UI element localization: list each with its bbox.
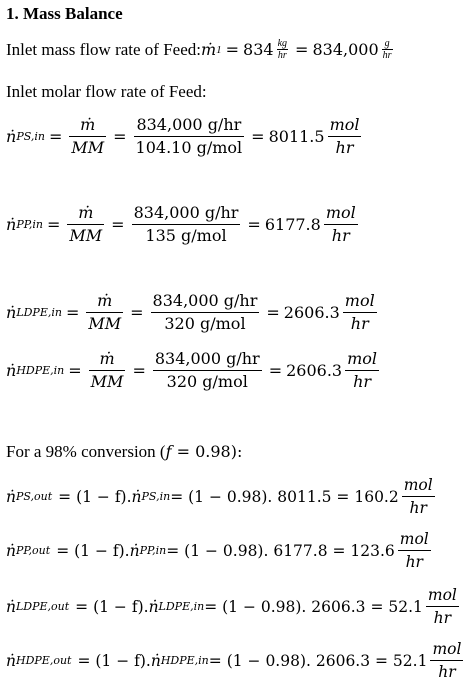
unit-mol: mol xyxy=(343,290,377,313)
mdot: ṁ xyxy=(86,290,123,313)
equals-sign: = xyxy=(132,361,146,380)
equals-sign: = xyxy=(295,40,309,59)
ndot-in-subscript: PS,in xyxy=(141,490,171,503)
mm: MM xyxy=(69,226,103,245)
equals-sign: = xyxy=(47,215,61,234)
calculation: = (1 − 0.98). 2606.3 = 52.1 xyxy=(208,651,428,670)
value-fraction xyxy=(153,348,262,393)
ndot-out-subscript: PS,out xyxy=(15,490,53,503)
fraction-numerator: 834,000 g/hr xyxy=(151,290,260,313)
unit-mol-per-hr xyxy=(345,348,379,393)
mm: MM xyxy=(71,138,105,157)
unit-hr: hr xyxy=(409,499,427,517)
unit-hr: hr xyxy=(277,50,287,61)
unit-hr: hr xyxy=(331,226,350,245)
conversion-expression: = (1 − f). xyxy=(75,597,149,616)
inlet-equation-row xyxy=(6,348,382,393)
inlet-equation-row xyxy=(6,114,364,159)
outlet-equation-row xyxy=(6,474,438,519)
ndot-subscript: HDPE,in xyxy=(16,364,65,377)
mdot-over-mm xyxy=(69,114,106,159)
equals-sign: = xyxy=(65,303,80,322)
equals-sign: = xyxy=(68,361,82,380)
inlet-equation-row xyxy=(6,202,361,247)
mdot-over-mm xyxy=(89,348,126,393)
ndot-symbol: ṅ xyxy=(6,651,16,670)
equals-sign: = xyxy=(225,40,240,59)
unit-kg-per-hr xyxy=(277,38,288,61)
conversion-expression: = (1 − f). xyxy=(77,651,151,670)
equals-sign: = xyxy=(247,215,261,234)
conversion-prefix: For a 98% conversion ( xyxy=(6,442,166,461)
value-fraction xyxy=(134,114,245,159)
fraction-denominator: 104.10 g/mol xyxy=(135,138,243,157)
fraction-numerator: 834,000 g/hr xyxy=(134,114,245,137)
fraction-denominator: 320 g/mol xyxy=(166,372,248,391)
unit-g: g xyxy=(382,38,393,50)
conversion-f: f xyxy=(165,442,172,461)
inlet-mass-text: Inlet mass flow rate of Feed: xyxy=(6,39,201,59)
equals-sign: = xyxy=(251,127,265,146)
unit-mol: mol xyxy=(328,114,362,137)
result-value: 2606.3 xyxy=(286,361,343,380)
unit-hr: hr xyxy=(405,553,423,571)
fraction-numerator: 834,000 g/hr xyxy=(153,348,262,371)
ndot-symbol: ṅ xyxy=(6,541,16,560)
ndot-in-subscript: PP,in xyxy=(139,544,167,557)
ndot-out-subscript: HDPE,out xyxy=(15,654,72,667)
calculation: = (1 − 0.98). 2606.3 = 52.1 xyxy=(204,597,423,616)
equals-sign: = xyxy=(268,361,283,380)
unit-hr: hr xyxy=(335,138,354,157)
unit-mol: mol xyxy=(426,584,459,607)
unit-hr: hr xyxy=(353,372,372,391)
ndot-symbol: ṅ xyxy=(6,127,17,146)
value-fraction xyxy=(151,290,260,335)
fraction-numerator: 834,000 g/hr xyxy=(132,202,241,225)
ndot-symbol: ṅ xyxy=(150,651,161,670)
ndot-subscript: LDPE,in xyxy=(16,306,62,319)
unit-mol: mol xyxy=(402,474,435,497)
conversion-expression: = (1 − f). xyxy=(58,487,132,506)
mm: MM xyxy=(90,372,124,391)
ndot-out-subscript: PP,out xyxy=(15,544,51,557)
ndot-subscript: PP,in xyxy=(16,218,43,231)
unit-mol: mol xyxy=(398,528,431,551)
result-value: 2606.3 xyxy=(283,303,340,322)
mdot: ṁ xyxy=(67,202,104,225)
fraction-denominator: 320 g/mol xyxy=(164,314,246,333)
ndot-symbol: ṅ xyxy=(6,361,17,380)
unit-g-per-hr xyxy=(382,38,393,61)
calculation: = (1 − 0.98). 6177.8 = 123.6 xyxy=(166,541,395,560)
unit-mol: mol xyxy=(430,638,463,661)
unit-hr: hr xyxy=(350,314,369,333)
conversion-line xyxy=(6,442,242,462)
inlet-equation-row xyxy=(6,290,380,335)
ndot-symbol: ṅ xyxy=(131,487,142,506)
unit-mol-per-hr xyxy=(426,584,459,629)
equals-sign: = xyxy=(48,127,63,146)
ndot-symbol: ṅ xyxy=(6,487,16,506)
unit-mol: mol xyxy=(345,348,379,371)
equals-sign: = xyxy=(130,303,144,322)
mdot-subscript: 1 xyxy=(216,43,222,56)
fraction-denominator: 135 g/mol xyxy=(145,226,227,245)
mdot: ṁ xyxy=(89,348,126,371)
mdot-over-mm xyxy=(67,202,104,247)
inlet-molar-heading: Inlet molar flow rate of Feed: xyxy=(6,82,207,101)
ndot-symbol: ṅ xyxy=(6,597,16,616)
equals-sign: = xyxy=(111,215,125,234)
section-title: 1. Mass Balance xyxy=(6,4,123,23)
ndot-out-subscript: LDPE,out xyxy=(15,600,70,613)
unit-mol-per-hr xyxy=(328,114,362,159)
result-value: 6177.8 xyxy=(264,215,321,234)
mass-value-kg: 834 xyxy=(243,40,274,59)
unit-mol-per-hr xyxy=(402,474,435,519)
inlet-mass-line xyxy=(6,38,396,61)
unit-mol-per-hr xyxy=(343,290,377,335)
conversion-value: = 0.98): xyxy=(171,442,243,461)
mdot: ṁ xyxy=(69,114,106,137)
value-fraction xyxy=(132,202,241,247)
ndot-symbol: ṅ xyxy=(129,541,140,560)
unit-mol-per-hr xyxy=(398,528,431,573)
ndot-symbol: ṅ xyxy=(148,597,159,616)
mass-value-g: 834,000 xyxy=(312,40,379,59)
mm: MM xyxy=(88,314,122,333)
equals-sign: = xyxy=(266,303,280,322)
unit-mol-per-hr xyxy=(430,638,463,683)
outlet-equation-row xyxy=(6,638,466,683)
calculation: = (1 − 0.98). 8011.5 = 160.2 xyxy=(170,487,399,506)
unit-mol: mol xyxy=(324,202,358,225)
equals-sign: = xyxy=(113,127,127,146)
outlet-equation-row xyxy=(6,584,462,629)
result-value: 8011.5 xyxy=(268,127,325,146)
ndot-symbol: ṅ xyxy=(6,303,17,322)
unit-hr: hr xyxy=(382,50,392,61)
ndot-in-subscript: LDPE,in xyxy=(158,600,205,613)
ndot-symbol: ṅ xyxy=(6,215,17,234)
unit-hr: hr xyxy=(433,609,452,627)
ndot-subscript: PS,in xyxy=(16,130,45,143)
mdot-symbol: ṁ xyxy=(200,40,217,59)
ndot-in-subscript: HDPE,in xyxy=(160,654,209,667)
unit-mol-per-hr xyxy=(324,202,358,247)
mdot-over-mm xyxy=(86,290,123,335)
conversion-expression: = (1 − f). xyxy=(56,541,130,560)
outlet-equation-row xyxy=(6,528,434,573)
unit-hr: hr xyxy=(438,663,456,681)
unit-kg: kg xyxy=(277,38,288,49)
